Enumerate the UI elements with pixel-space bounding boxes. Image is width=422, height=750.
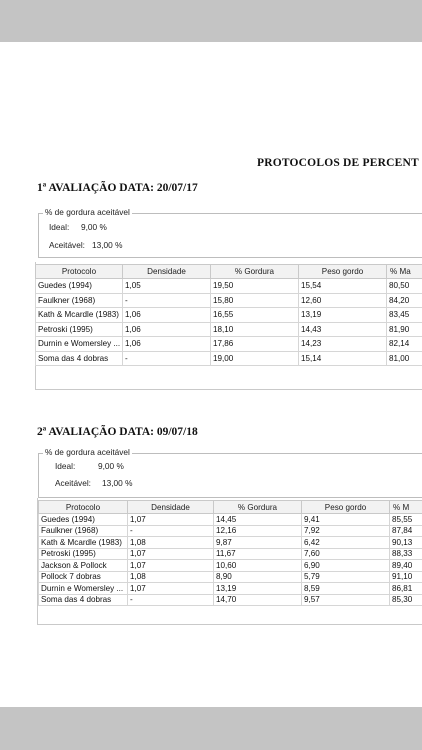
- cell-peso-gordo: 9,41: [302, 514, 390, 526]
- cell-gordura: 10,60: [214, 560, 302, 572]
- cell-peso-gordo: 13,19: [299, 308, 387, 323]
- cell-peso-gordo: 7,92: [302, 525, 390, 537]
- cell-gordura: 16,55: [211, 308, 299, 323]
- table-row[interactable]: [39, 537, 422, 549]
- cell-densidade: -: [128, 525, 214, 537]
- cell-protocolo: Jackson & Pollock: [39, 560, 128, 572]
- ideal-label: Ideal:: [49, 222, 70, 232]
- column-header-densidade[interactable]: Densidade: [123, 265, 211, 279]
- table-row[interactable]: [39, 583, 422, 595]
- column-header-protocolo[interactable]: Protocolo: [36, 265, 123, 279]
- table-row[interactable]: [36, 337, 422, 352]
- cell-densidade: 1,07: [128, 560, 214, 572]
- cell-gordura: 15,80: [211, 293, 299, 308]
- acceptable-value: 13,00 %: [102, 478, 133, 488]
- column-header-peso-gordo[interactable]: Peso gordo: [299, 265, 387, 279]
- cell-densidade: 1,06: [123, 308, 211, 323]
- column-header-peso-gordo[interactable]: Peso gordo: [302, 501, 390, 514]
- table-row[interactable]: [36, 293, 422, 308]
- cell-massa: 84,20: [387, 293, 422, 308]
- evaluation-2-table: [38, 500, 422, 606]
- cell-densidade: -: [123, 293, 211, 308]
- cell-protocolo: Durnin e Womersley ...: [39, 583, 128, 595]
- cell-protocolo: Faulkner (1968): [39, 525, 128, 537]
- cell-protocolo: Durnin e Womersley ...: [36, 337, 123, 352]
- cell-densidade: 1,07: [128, 583, 214, 595]
- evaluation-1-fat-fieldset: [38, 207, 422, 258]
- column-header-massa[interactable]: % M: [390, 501, 422, 514]
- ideal-value: 9,00 %: [81, 222, 107, 232]
- cell-massa: 82,14: [387, 337, 422, 352]
- cell-gordura: 17,86: [211, 337, 299, 352]
- cell-massa: 81,00: [387, 351, 422, 366]
- acceptable-label: Aceitável:: [49, 240, 85, 250]
- cell-massa: 80,50: [387, 279, 422, 294]
- cell-protocolo: Kath & Mcardle (1983): [36, 308, 123, 323]
- cell-protocolo: Kath & Mcardle (1983): [39, 537, 128, 549]
- cell-massa: 90,13: [390, 537, 422, 549]
- table-row[interactable]: [39, 548, 422, 560]
- cell-gordura: 19,50: [211, 279, 299, 294]
- cell-gordura: 14,70: [214, 594, 302, 606]
- cell-protocolo: Guedes (1994): [39, 514, 128, 526]
- cell-densidade: -: [123, 351, 211, 366]
- cell-peso-gordo: 5,79: [302, 571, 390, 583]
- evaluation-1-table: [35, 264, 422, 366]
- cell-massa: 88,33: [390, 548, 422, 560]
- table-row[interactable]: [39, 594, 422, 606]
- column-header-gordura[interactable]: % Gordura: [211, 265, 299, 279]
- table-row[interactable]: [39, 560, 422, 572]
- cell-protocolo: Petroski (1995): [36, 322, 123, 337]
- cell-massa: 86,81: [390, 583, 422, 595]
- table-row[interactable]: [39, 525, 422, 537]
- cell-massa: 89,40: [390, 560, 422, 572]
- table-row[interactable]: [36, 279, 422, 294]
- top-band: [0, 0, 422, 42]
- table-row[interactable]: [36, 322, 422, 337]
- fieldset-legend: % de gordura aceitável: [45, 207, 130, 217]
- cell-massa: 83,45: [387, 308, 422, 323]
- table-header-row: [39, 501, 422, 514]
- cell-massa: 85,30: [390, 594, 422, 606]
- cell-gordura: 19,00: [211, 351, 299, 366]
- column-header-gordura[interactable]: % Gordura: [214, 501, 302, 514]
- cell-peso-gordo: 14,43: [299, 322, 387, 337]
- cell-gordura: 18,10: [211, 322, 299, 337]
- table-row[interactable]: [36, 308, 422, 323]
- cell-protocolo: Guedes (1994): [36, 279, 123, 294]
- bottom-band: [0, 707, 422, 750]
- acceptable-value: 13,00 %: [92, 240, 123, 250]
- cell-densidade: 1,06: [123, 322, 211, 337]
- cell-protocolo: Petroski (1995): [39, 548, 128, 560]
- evaluation-2-heading: 2ª AVALIAÇÃO DATA: 09/07/18: [37, 426, 198, 438]
- column-header-massa[interactable]: % Ma: [387, 265, 422, 279]
- cell-densidade: 1,06: [123, 337, 211, 352]
- cell-densidade: -: [128, 594, 214, 606]
- evaluation-1-heading: 1ª AVALIAÇÃO DATA: 20/07/17: [37, 182, 198, 194]
- cell-densidade: 1,07: [128, 548, 214, 560]
- ideal-value: 9,00 %: [98, 461, 124, 471]
- cell-densidade: 1,07: [128, 514, 214, 526]
- cell-peso-gordo: 15,54: [299, 279, 387, 294]
- document-title: PROTOCOLOS DE PERCENT: [257, 157, 419, 169]
- cell-peso-gordo: 7,60: [302, 548, 390, 560]
- fieldset-legend: % de gordura aceitável: [45, 447, 130, 457]
- cell-densidade: 1,05: [123, 279, 211, 294]
- table-header-row: [36, 265, 422, 279]
- cell-peso-gordo: 15,14: [299, 351, 387, 366]
- cell-massa: 91,10: [390, 571, 422, 583]
- cell-gordura: 8,90: [214, 571, 302, 583]
- cell-protocolo: Faulkner (1968): [36, 293, 123, 308]
- cell-gordura: 13,19: [214, 583, 302, 595]
- evaluation-2-fat-fieldset: [38, 447, 422, 498]
- table-row[interactable]: [36, 351, 422, 366]
- cell-massa: 87,84: [390, 525, 422, 537]
- cell-gordura: 12,16: [214, 525, 302, 537]
- cell-gordura: 9,87: [214, 537, 302, 549]
- cell-massa: 81,90: [387, 322, 422, 337]
- cell-protocolo: Pollock 7 dobras: [39, 571, 128, 583]
- cell-gordura: 14,45: [214, 514, 302, 526]
- cell-peso-gordo: 9,57: [302, 594, 390, 606]
- cell-densidade: 1,08: [128, 537, 214, 549]
- cell-protocolo: Soma das 4 dobras: [36, 351, 123, 366]
- cell-peso-gordo: 6,42: [302, 537, 390, 549]
- cell-peso-gordo: 6,90: [302, 560, 390, 572]
- cell-peso-gordo: 8,59: [302, 583, 390, 595]
- ideal-label: Ideal:: [55, 461, 76, 471]
- cell-protocolo: Soma das 4 dobras: [39, 594, 128, 606]
- column-header-densidade[interactable]: Densidade: [128, 501, 214, 514]
- column-header-protocolo[interactable]: Protocolo: [39, 501, 128, 514]
- table-row[interactable]: [39, 514, 422, 526]
- cell-peso-gordo: 14,23: [299, 337, 387, 352]
- cell-massa: 85,55: [390, 514, 422, 526]
- cell-gordura: 11,67: [214, 548, 302, 560]
- cell-peso-gordo: 12,60: [299, 293, 387, 308]
- acceptable-label: Aceitável:: [55, 478, 91, 488]
- cell-densidade: 1,08: [128, 571, 214, 583]
- table-row[interactable]: [39, 571, 422, 583]
